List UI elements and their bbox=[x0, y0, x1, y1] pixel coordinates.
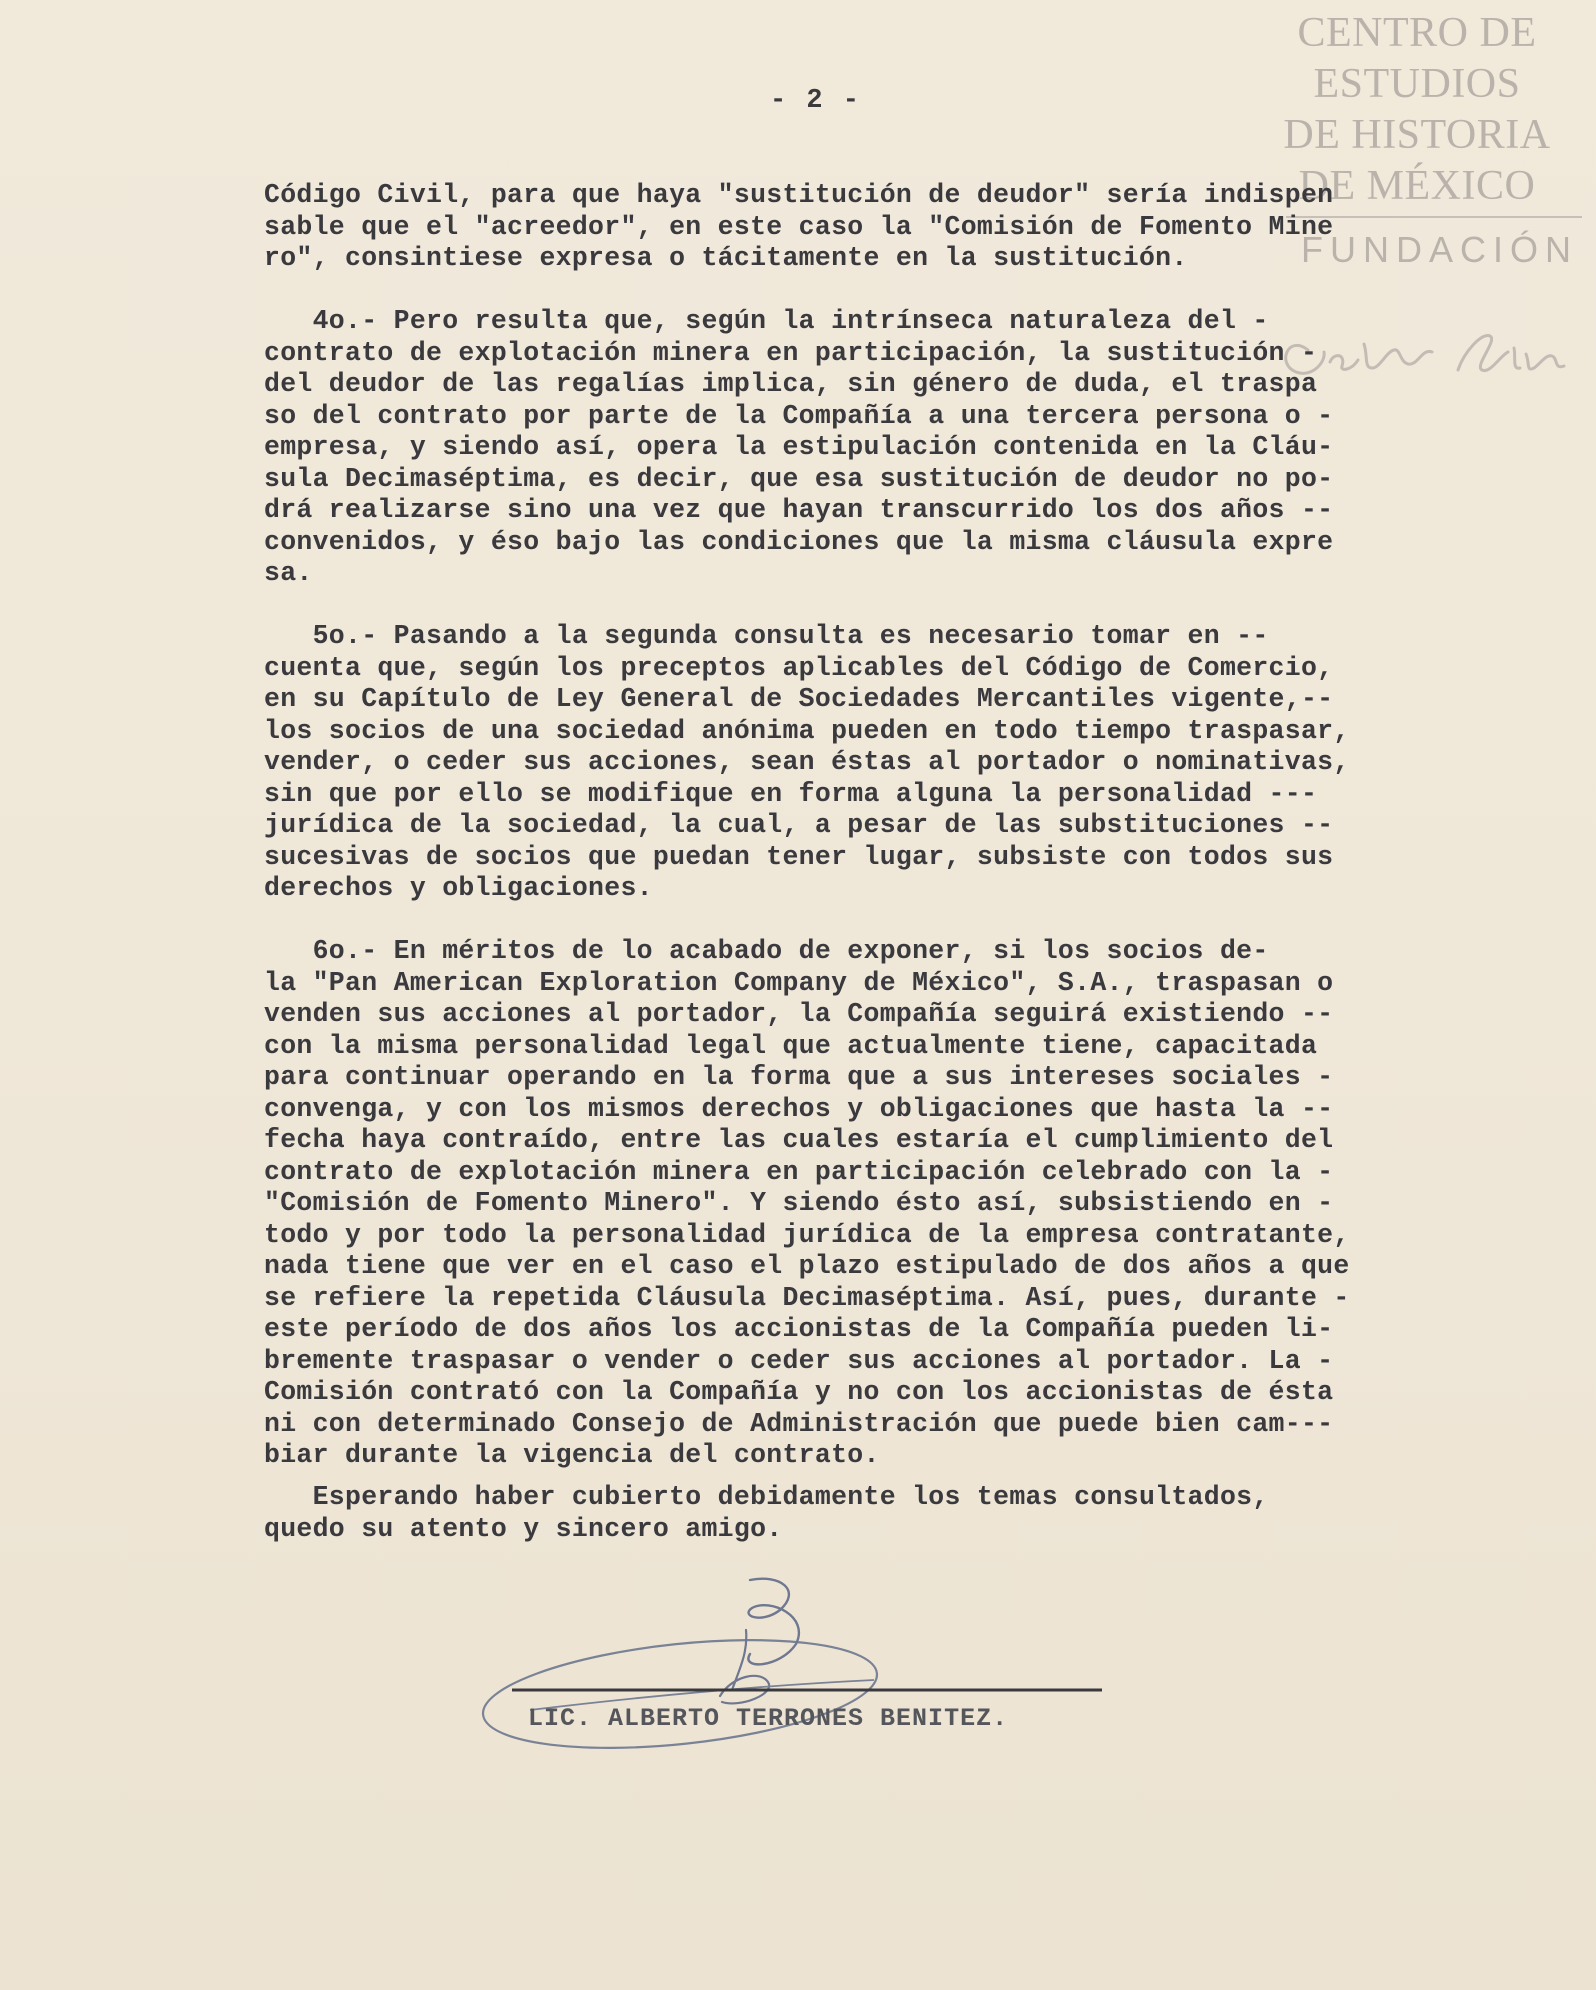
text-line: nada tiene que ver en el caso el plazo estipulado de dos años a que bbox=[264, 1251, 1350, 1281]
text-line: venden sus acciones al portador, la Compañía seguirá existiendo -- bbox=[264, 999, 1334, 1029]
text-line: del deudor de las regalías implica, sin género de duda, el traspa bbox=[264, 369, 1318, 399]
text-line: 6o.- En méritos de lo acabado de exponer, si los socios de- bbox=[264, 936, 1269, 966]
text-line: la "Pan American Exploration Company de México", S.A., traspasan o bbox=[264, 967, 1334, 998]
closing-paragraph bbox=[264, 1482, 1544, 1545]
text-line: cuenta que, según los preceptos aplicables del Código de Comercio, bbox=[264, 652, 1334, 683]
letter-body bbox=[264, 180, 1544, 1472]
text-line: sin que por ello se modifique en forma alguna la personalidad --- bbox=[264, 778, 1318, 809]
text-line: con la misma personalidad legal que actualmente tiene, capacitada bbox=[264, 1030, 1318, 1061]
text-line: 4o.- Pero resulta que, según la intrínseca naturaleza del - bbox=[264, 306, 1269, 336]
text-line: Código Civil, para que haya "sustitución de deudor" sería indispen bbox=[264, 180, 1334, 210]
text-line: jurídica de la sociedad, la cual, a pesar de las substituciones -- bbox=[264, 810, 1334, 840]
paragraph-4o bbox=[264, 306, 1544, 590]
text-line: derechos y obligaciones. bbox=[264, 873, 653, 903]
text-line: convenidos, y éso bajo las condiciones que la misma cláusula expre bbox=[264, 526, 1334, 557]
text-line: "Comisión de Fomento Minero". Y siendo ésto así, subsistiendo en - bbox=[264, 1188, 1334, 1218]
text-line: ni con determinado Consejo de Administración que puede bien cam--- bbox=[264, 1408, 1334, 1439]
text-line: drá realizarse sino una vez que hayan transcurrido los dos años -- bbox=[264, 495, 1334, 525]
text-line: fecha haya contraído, entre las cuales estaría el cumplimiento del bbox=[264, 1125, 1334, 1155]
watermark-line: CENTRO DE bbox=[1297, 10, 1537, 56]
text-line: convenga, y con los mismos derechos y obligaciones que hasta la -- bbox=[264, 1093, 1334, 1124]
text-line: los socios de una sociedad anónima pueden en todo tiempo traspasar, bbox=[264, 715, 1350, 746]
text-line: se refiere la repetida Cláusula Decimaséptima. Así, pues, durante - bbox=[264, 1282, 1350, 1313]
signer-name: LIC. ALBERTO TERRONES BENITEZ. bbox=[528, 1704, 1009, 1733]
text-line: Esperando haber cubierto debidamente los temas consultados, bbox=[264, 1482, 1269, 1512]
text-line: en su Capítulo de Ley General de Sociedades Mercantiles vigente,-- bbox=[264, 684, 1334, 714]
text-line: sula Decimaséptima, es decir, que esa sustitución de deudor no po- bbox=[264, 463, 1334, 494]
paragraph-continuation bbox=[264, 180, 1544, 275]
page-number: - 2 - bbox=[770, 86, 862, 116]
text-line: ro", consintiese expresa o tácitamente en la sustitución. bbox=[264, 243, 1188, 273]
paragraph-5o bbox=[264, 621, 1544, 905]
handwritten-signature-icon bbox=[450, 1570, 1130, 1770]
text-line: vender, o ceder sus acciones, sean éstas al portador o nominativas, bbox=[264, 747, 1350, 777]
paragraph-6o bbox=[264, 936, 1544, 1472]
text-line: biar durante la vigencia del contrato. bbox=[264, 1440, 880, 1470]
text-line: Comisión contrató con la Compañía y no con los accionistas de ésta bbox=[264, 1377, 1334, 1407]
text-line: sable que el "acreedor", en este caso la "Comisión de Fomento Mine bbox=[264, 211, 1334, 242]
text-line: sa. bbox=[264, 558, 313, 588]
text-line: so del contrato por parte de la Compañía a una tercera persona o - bbox=[264, 400, 1334, 431]
text-line: contrato de explotación minera en participación, la sustitución - bbox=[264, 337, 1318, 368]
text-line: todo y por todo la personalidad jurídica de la empresa contratante, bbox=[264, 1219, 1350, 1250]
text-line: bremente traspasar o vender o ceder sus acciones al portador. La - bbox=[264, 1345, 1334, 1376]
watermark-line: ESTUDIOS bbox=[1313, 61, 1521, 107]
text-line: para continuar operando en la forma que a sus intereses sociales - bbox=[264, 1062, 1334, 1092]
text-line: contrato de explotación minera en participación celebrado con la - bbox=[264, 1156, 1334, 1187]
text-line: empresa, y siendo así, opera la estipulación contenida en la Cláu- bbox=[264, 432, 1334, 462]
text-line: sucesivas de socios que puedan tener lugar, subsiste con todos sus bbox=[264, 841, 1334, 872]
watermark-line: DE MÉXICO bbox=[1298, 163, 1536, 209]
text-line: este período de dos años los accionistas de la Compañía pueden li- bbox=[264, 1314, 1334, 1344]
watermark-foundation: FUNDACIÓN bbox=[1301, 229, 1578, 270]
text-line: 5o.- Pasando a la segunda consulta es necesario tomar en -- bbox=[264, 621, 1269, 651]
text-line: quedo su atento y sincero amigo. bbox=[264, 1513, 783, 1544]
watermark-line: DE HISTORIA bbox=[1283, 112, 1551, 158]
